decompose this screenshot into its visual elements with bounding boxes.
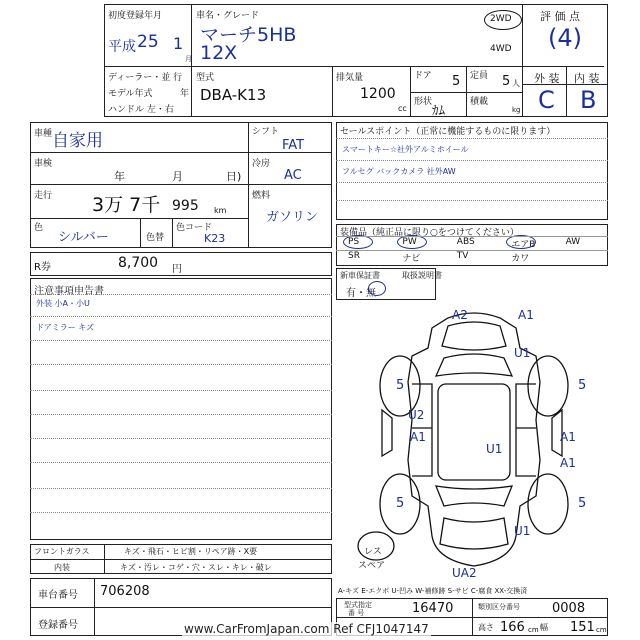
equipment-item: SR: [348, 251, 360, 261]
mark-5-rear-left: 5: [396, 496, 405, 511]
drive-2wd: 2WD: [490, 14, 512, 24]
mileage-detail: 995: [172, 198, 199, 214]
mark-u1-roof: U1: [486, 442, 503, 456]
shape-value: ｶﾑ: [432, 104, 445, 119]
sales-line1: スマートキー☆社外アルミホイール: [342, 145, 469, 154]
ext-label: 外 装: [534, 72, 560, 85]
reg-month: 1: [173, 34, 184, 53]
equipment-item: ナビ: [402, 254, 421, 264]
kind-value: 自家用: [52, 131, 103, 151]
grade-value: (4): [548, 24, 582, 52]
km-unit: km: [214, 206, 227, 215]
mark-a2-front: A2: [452, 308, 468, 322]
mark-a1-right-2: A1: [560, 456, 576, 470]
recycle-value: 8,700: [118, 255, 159, 271]
displacement-value: 1200: [360, 86, 396, 102]
kind-label: 車種: [34, 129, 53, 139]
front-glass-label: フロントガラス: [34, 547, 90, 556]
fuel-label: 燃料: [252, 191, 271, 201]
car-name-label: 車名・グレード: [196, 11, 260, 21]
shift-value: FAT: [282, 138, 305, 153]
length-label: 幅: [540, 623, 548, 632]
mark-5-front-right: 5: [578, 378, 587, 393]
capacity-unit: 人: [512, 79, 520, 88]
watermark: www.CarFromJapan.com Ref CFJ1047147: [184, 622, 429, 636]
mark-ua2-rear: UA2: [452, 566, 477, 580]
warranty-value: 有・無: [346, 288, 376, 299]
drive-4wd: 4WD: [490, 44, 512, 54]
mark-5-front-left: 5: [396, 378, 405, 393]
ac-value: AC: [284, 168, 302, 183]
capacity-label: 定員: [470, 71, 489, 81]
equipment-item: カワ: [511, 254, 530, 264]
mark-a1-left-1: A1: [410, 430, 426, 444]
chassis-value: 706208: [100, 584, 150, 599]
front-glass-text: キズ・飛石・ヒビ割・リペア跡・X要: [124, 547, 258, 556]
mark-u2-left: U2: [408, 408, 425, 422]
insp-day: 日): [226, 170, 242, 183]
load-label: 積載: [470, 97, 489, 107]
first-reg-label: 初度登録年月: [108, 11, 163, 21]
equipment-item: ABS: [456, 237, 475, 247]
insp-year: 年: [114, 170, 125, 183]
inspection-label: 車検: [34, 159, 53, 169]
reg-year: 25: [137, 32, 159, 52]
mark-a1-front: A1: [518, 308, 534, 322]
equipment-title: 装備品（純正品に限り○をつけてください）: [340, 228, 519, 238]
model-year-label: モデル年式: [108, 89, 153, 99]
color-code: K23: [204, 232, 226, 245]
mark-5-rear-right: 5: [578, 496, 587, 511]
class-label: 類別区分番号: [478, 603, 520, 611]
diagram-note-2: スペア: [358, 561, 386, 571]
insp-month: 月: [172, 170, 183, 183]
equipment-item: TV: [456, 251, 469, 261]
equipment-item: PW: [402, 237, 417, 247]
door-label: ドア: [414, 71, 432, 81]
length-unit: cm: [596, 626, 607, 634]
shift-label: シフト: [252, 127, 280, 137]
ac-label: 冷房: [252, 159, 271, 169]
color-code-label: 色コード: [176, 223, 213, 233]
height-label: 高さ: [478, 623, 494, 632]
diagram-note-1: レス: [364, 547, 382, 557]
type-value: DBA-K13: [200, 86, 267, 104]
car-name: マーチ5HB: [200, 24, 297, 46]
grade: 12X: [200, 42, 238, 64]
mark-a1-right-1: A1: [560, 430, 576, 444]
height-value: 166: [500, 620, 525, 635]
length-value: 151: [570, 620, 595, 635]
type-desig-value: 16470: [412, 601, 454, 616]
mark-u1-rear: U1: [514, 524, 531, 538]
era: 平成: [108, 39, 136, 55]
class-value: 0008: [552, 601, 586, 616]
color-label: 色: [34, 223, 44, 233]
color-value: シルバー: [58, 230, 109, 245]
warranty-circle: [368, 281, 386, 296]
model-year-unit: 年: [180, 89, 190, 99]
type-desig-label: 型式指定: [344, 601, 372, 609]
cc-unit: cc: [398, 104, 407, 113]
shape-label: 形状: [414, 97, 433, 107]
top-block: [104, 4, 608, 117]
equipment-circle: [506, 235, 536, 249]
height-unit: cm: [528, 626, 539, 634]
yen-unit: 円: [172, 264, 182, 275]
sales-title: セールスポイント（正常に機能するものに限ります）: [340, 127, 556, 137]
warranty-label: 新車保証書: [340, 271, 380, 280]
notes-title: 注意事項申告書: [34, 286, 104, 297]
notes-line2: ドアミラー キズ: [36, 323, 95, 332]
ext-value: C: [538, 86, 555, 114]
mileage-value: 3万 7千: [92, 194, 161, 216]
mark-u1-hood: U1: [514, 346, 531, 360]
reg-label: 登録番号: [38, 620, 78, 631]
interior-text: キズ・汚レ・コゲ・穴・スレ・キレ・破レ: [120, 563, 272, 572]
door-value: 5: [452, 74, 461, 89]
handle-label: ハンドル 左・右: [108, 105, 174, 115]
equipment-circle: [343, 235, 373, 249]
kg-unit: kg: [512, 106, 521, 114]
displacement-label: 排気量: [336, 73, 364, 83]
fuel-value: ガソリン: [266, 210, 319, 225]
type-label: 型式: [196, 73, 215, 83]
manual-label: 取扱説明書: [402, 271, 442, 280]
mileage-label: 走行: [34, 191, 53, 201]
capacity-value: 5: [502, 74, 511, 89]
sales-line2: フルセグ バックカメラ 社外AW: [342, 167, 456, 176]
equipment-item: AW: [565, 237, 581, 247]
dealer-label: ディーラー・並 行: [108, 73, 183, 83]
type-desig-sub: 番 号: [348, 609, 365, 617]
int-label: 内 装: [574, 72, 600, 85]
equipment-item: エアB: [511, 240, 536, 250]
interior-label: 内装: [54, 563, 70, 572]
damage-legend: A-キズ E-エクボ U-凹み W-補修跡 S-サビ C-腐食 XX-交換済: [338, 587, 528, 595]
notes-line1: 外装 小A・小U: [36, 299, 90, 308]
month-unit: 月: [185, 55, 192, 63]
equipment-item: PS: [348, 237, 360, 247]
notes-block: [30, 278, 332, 540]
recycle-label: R券: [34, 262, 51, 273]
int-value: B: [580, 86, 597, 114]
grade-label: 評 価 点: [540, 10, 580, 23]
chassis-label: 車台番号: [38, 590, 78, 601]
color-swap-label: 色替: [146, 233, 165, 243]
